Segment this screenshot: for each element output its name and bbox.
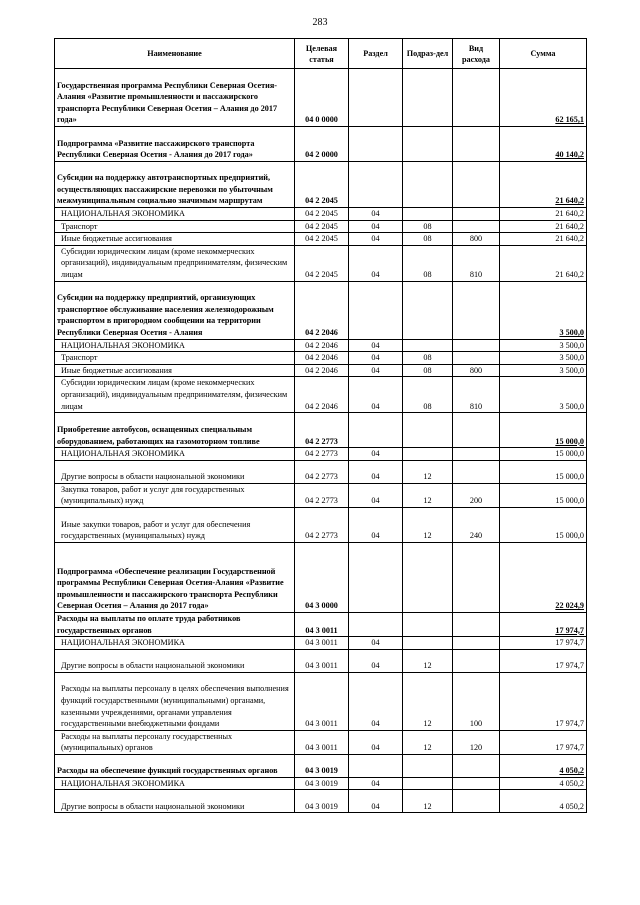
row-subsection: 12 xyxy=(403,730,453,754)
row-expense-type xyxy=(453,754,500,777)
table-row xyxy=(55,790,587,813)
row-target-article: 04 2 2045 xyxy=(295,245,349,281)
row-amount: 3 500,0 xyxy=(500,281,587,339)
row-target-article: 04 3 0011 xyxy=(295,672,349,730)
row-subsection xyxy=(403,339,453,352)
table-body xyxy=(55,69,587,813)
row-section xyxy=(349,281,403,339)
row-name: Приобретение автобусов, оснащенных специальным оборудованием, работающих на газомоторном топливе xyxy=(55,413,295,448)
row-target-article: 04 2 2773 xyxy=(295,507,349,542)
row-expense-type: 800 xyxy=(453,233,500,246)
row-name: Государственная программа Республики Северная Осетия-Алания «Развитие промышленности и пассажирского транспорта Республики Северная Осетия – Алания до 2017 года» xyxy=(55,69,295,127)
row-target-article: 04 3 0019 xyxy=(295,754,349,777)
row-amount: 15 000,0 xyxy=(500,413,587,448)
row-target-article: 04 2 2045 xyxy=(295,208,349,221)
row-target-article: 04 2 2046 xyxy=(295,377,349,413)
row-expense-type xyxy=(453,542,500,612)
row-name: НАЦИОНАЛЬНАЯ ЭКОНОМИКА xyxy=(55,637,295,650)
row-subsection: 12 xyxy=(403,483,453,507)
row-subsection xyxy=(403,413,453,448)
table-row xyxy=(55,483,587,507)
row-name: Субсидии юридическим лицам (кроме некоммерческих организаций), индивидуальным предпринимателям, физическим лицам xyxy=(55,377,295,413)
row-subsection: 08 xyxy=(403,220,453,233)
row-section: 04 xyxy=(349,460,403,483)
row-target-article: 04 2 2045 xyxy=(295,233,349,246)
row-section: 04 xyxy=(349,364,403,377)
row-amount: 40 140,2 xyxy=(500,127,587,162)
row-amount: 21 640,2 xyxy=(500,245,587,281)
row-name: Подпрограмма «Развитие пассажирского транспорта Республики Северная Осетия - Алания до 2017 года» xyxy=(55,127,295,162)
row-expense-type xyxy=(453,352,500,365)
row-amount: 17 974,7 xyxy=(500,672,587,730)
table-row xyxy=(55,162,587,208)
row-expense-type xyxy=(453,69,500,127)
row-amount: 3 500,0 xyxy=(500,364,587,377)
row-target-article: 04 3 0011 xyxy=(295,612,349,636)
row-expense-type: 100 xyxy=(453,672,500,730)
row-section: 04 xyxy=(349,730,403,754)
row-expense-type xyxy=(453,637,500,650)
header-amount: Сумма xyxy=(500,39,587,69)
table-row xyxy=(55,460,587,483)
row-expense-type xyxy=(453,790,500,813)
row-amount: 17 974,7 xyxy=(500,649,587,672)
row-expense-type xyxy=(453,448,500,461)
table-row xyxy=(55,69,587,127)
row-subsection xyxy=(403,542,453,612)
row-section: 04 xyxy=(349,352,403,365)
row-subsection: 12 xyxy=(403,460,453,483)
row-target-article: 04 2 0000 xyxy=(295,127,349,162)
table-row xyxy=(55,754,587,777)
header-target-article: Целевая статья xyxy=(295,39,349,69)
row-subsection: 08 xyxy=(403,233,453,246)
row-section: 04 xyxy=(349,777,403,790)
row-section: 04 xyxy=(349,233,403,246)
row-amount: 22 024,9 xyxy=(500,542,587,612)
row-subsection: 08 xyxy=(403,352,453,365)
row-expense-type: 120 xyxy=(453,730,500,754)
row-target-article: 04 3 0000 xyxy=(295,542,349,612)
row-subsection: 08 xyxy=(403,245,453,281)
table-row xyxy=(55,220,587,233)
row-amount: 15 000,0 xyxy=(500,460,587,483)
table-row xyxy=(55,612,587,636)
row-subsection xyxy=(403,162,453,208)
row-name: Субсидии на поддержку автотранспортных предприятий, осуществляющих пассажирские перевозки по убыточным межмуниципальным социально значимым маршрутам xyxy=(55,162,295,208)
table-row xyxy=(55,672,587,730)
row-section: 04 xyxy=(349,245,403,281)
header-expense-type: Вид расхода xyxy=(453,39,500,69)
row-expense-type xyxy=(453,127,500,162)
table-row xyxy=(55,377,587,413)
row-target-article: 04 2 2046 xyxy=(295,364,349,377)
table-row xyxy=(55,413,587,448)
row-expense-type xyxy=(453,649,500,672)
row-name: Субсидии на поддержку предприятий, организующих транспортное обслуживание населения железнодорожным транспортом в пригородном сообщении на территории Республики Северная Осетия - Алания xyxy=(55,281,295,339)
table-row xyxy=(55,281,587,339)
row-target-article: 04 2 2773 xyxy=(295,413,349,448)
row-section xyxy=(349,542,403,612)
table-row xyxy=(55,542,587,612)
row-amount: 21 640,2 xyxy=(500,220,587,233)
row-amount: 17 974,7 xyxy=(500,612,587,636)
row-target-article: 04 2 2773 xyxy=(295,460,349,483)
row-target-article: 04 2 2045 xyxy=(295,220,349,233)
row-target-article: 04 2 2045 xyxy=(295,162,349,208)
row-name: НАЦИОНАЛЬНАЯ ЭКОНОМИКА xyxy=(55,448,295,461)
row-name: НАЦИОНАЛЬНАЯ ЭКОНОМИКА xyxy=(55,208,295,221)
row-target-article: 04 2 2046 xyxy=(295,339,349,352)
row-name: Подпрограмма «Обеспечение реализации Государственной программы Республики Северная Осетия-Алания «Развитие промышленности и пассажирского транспорта Республики Северная Осетия – Алания до 2017 года» xyxy=(55,542,295,612)
row-section: 04 xyxy=(349,672,403,730)
row-amount: 15 000,0 xyxy=(500,483,587,507)
row-amount: 21 640,2 xyxy=(500,162,587,208)
row-section: 04 xyxy=(349,339,403,352)
row-expense-type: 240 xyxy=(453,507,500,542)
row-name: Расходы на выплаты персоналу в целях обеспечения выполнения функций государственными (муниципальными) органами, казенными учреждениями, органами управления государственными внебюджетными фондами xyxy=(55,672,295,730)
row-section: 04 xyxy=(349,790,403,813)
row-expense-type: 810 xyxy=(453,245,500,281)
row-amount: 4 050,2 xyxy=(500,754,587,777)
table-row xyxy=(55,127,587,162)
row-name: Транспорт xyxy=(55,220,295,233)
row-section: 04 xyxy=(349,208,403,221)
row-section xyxy=(349,754,403,777)
row-expense-type: 200 xyxy=(453,483,500,507)
row-target-article: 04 3 0011 xyxy=(295,637,349,650)
row-target-article: 04 2 2773 xyxy=(295,448,349,461)
row-name: Расходы на выплаты по оплате труда работников государственных органов xyxy=(55,612,295,636)
row-section: 04 xyxy=(349,649,403,672)
row-name: Другие вопросы в области национальной экономики xyxy=(55,790,295,813)
row-subsection: 12 xyxy=(403,672,453,730)
row-name: Другие вопросы в области национальной экономики xyxy=(55,460,295,483)
row-section xyxy=(349,612,403,636)
row-subsection xyxy=(403,208,453,221)
row-subsection: 12 xyxy=(403,507,453,542)
row-name: Иные закупки товаров, работ и услуг для обеспечения государственных (муниципальных) нужд xyxy=(55,507,295,542)
row-amount: 21 640,2 xyxy=(500,233,587,246)
row-target-article: 04 3 0019 xyxy=(295,777,349,790)
row-name: Другие вопросы в области национальной экономики xyxy=(55,649,295,672)
row-target-article: 04 2 2773 xyxy=(295,483,349,507)
row-name: Закупка товаров, работ и услуг для государственных (муниципальных) нужд xyxy=(55,483,295,507)
row-target-article: 04 2 2046 xyxy=(295,281,349,339)
row-amount: 3 500,0 xyxy=(500,377,587,413)
table-row xyxy=(55,637,587,650)
table-row xyxy=(55,233,587,246)
row-name: Субсидии юридическим лицам (кроме некоммерческих организаций), индивидуальным предпринимателям, физическим лицам xyxy=(55,245,295,281)
row-subsection xyxy=(403,69,453,127)
row-section: 04 xyxy=(349,220,403,233)
table-row xyxy=(55,245,587,281)
row-name: Иные бюджетные ассигнования xyxy=(55,233,295,246)
row-amount: 3 500,0 xyxy=(500,352,587,365)
row-subsection: 12 xyxy=(403,649,453,672)
row-amount: 15 000,0 xyxy=(500,507,587,542)
table-row xyxy=(55,352,587,365)
row-target-article: 04 3 0019 xyxy=(295,790,349,813)
row-amount: 4 050,2 xyxy=(500,777,587,790)
row-amount: 62 165,1 xyxy=(500,69,587,127)
row-subsection: 12 xyxy=(403,790,453,813)
row-expense-type xyxy=(453,281,500,339)
row-amount: 3 500,0 xyxy=(500,339,587,352)
row-amount: 15 000,0 xyxy=(500,448,587,461)
row-section: 04 xyxy=(349,637,403,650)
page-number: 283 xyxy=(312,17,328,28)
table-row xyxy=(55,649,587,672)
row-amount: 17 974,7 xyxy=(500,730,587,754)
table-row xyxy=(55,339,587,352)
row-expense-type xyxy=(453,220,500,233)
header-section: Раздел xyxy=(349,39,403,69)
row-subsection xyxy=(403,637,453,650)
row-expense-type: 800 xyxy=(453,364,500,377)
row-subsection: 08 xyxy=(403,377,453,413)
row-section: 04 xyxy=(349,377,403,413)
row-expense-type xyxy=(453,208,500,221)
row-name: Расходы на выплаты персоналу государственных (муниципальных) органов xyxy=(55,730,295,754)
table-row xyxy=(55,507,587,542)
row-expense-type xyxy=(453,162,500,208)
table-row xyxy=(55,448,587,461)
budget-table xyxy=(54,38,587,813)
header-subsection: Подраз-дел xyxy=(403,39,453,69)
row-expense-type xyxy=(453,777,500,790)
row-target-article: 04 3 0011 xyxy=(295,730,349,754)
row-subsection xyxy=(403,448,453,461)
row-expense-type xyxy=(453,612,500,636)
row-name: НАЦИОНАЛЬНАЯ ЭКОНОМИКА xyxy=(55,339,295,352)
table-row xyxy=(55,730,587,754)
table-row xyxy=(55,364,587,377)
row-amount: 17 974,7 xyxy=(500,637,587,650)
row-name: НАЦИОНАЛЬНАЯ ЭКОНОМИКА xyxy=(55,777,295,790)
table-header-row xyxy=(55,39,587,69)
row-section xyxy=(349,69,403,127)
row-target-article: 04 3 0011 xyxy=(295,649,349,672)
table-row xyxy=(55,777,587,790)
row-amount: 21 640,2 xyxy=(500,208,587,221)
row-subsection xyxy=(403,612,453,636)
row-expense-type: 810 xyxy=(453,377,500,413)
row-expense-type xyxy=(453,460,500,483)
row-expense-type xyxy=(453,339,500,352)
row-name: Иные бюджетные ассигнования xyxy=(55,364,295,377)
row-name: Расходы на обеспечение функций государственных органов xyxy=(55,754,295,777)
table-row xyxy=(55,208,587,221)
row-section: 04 xyxy=(349,483,403,507)
row-section: 04 xyxy=(349,507,403,542)
header-name: Наименование xyxy=(55,39,295,69)
row-subsection: 08 xyxy=(403,364,453,377)
row-section xyxy=(349,413,403,448)
row-subsection xyxy=(403,281,453,339)
row-subsection xyxy=(403,777,453,790)
row-section xyxy=(349,162,403,208)
row-expense-type xyxy=(453,413,500,448)
row-amount: 4 050,2 xyxy=(500,790,587,813)
row-section xyxy=(349,127,403,162)
row-target-article: 04 0 0000 xyxy=(295,69,349,127)
row-target-article: 04 2 2046 xyxy=(295,352,349,365)
row-subsection xyxy=(403,754,453,777)
row-section: 04 xyxy=(349,448,403,461)
row-subsection xyxy=(403,127,453,162)
row-name: Транспорт xyxy=(55,352,295,365)
